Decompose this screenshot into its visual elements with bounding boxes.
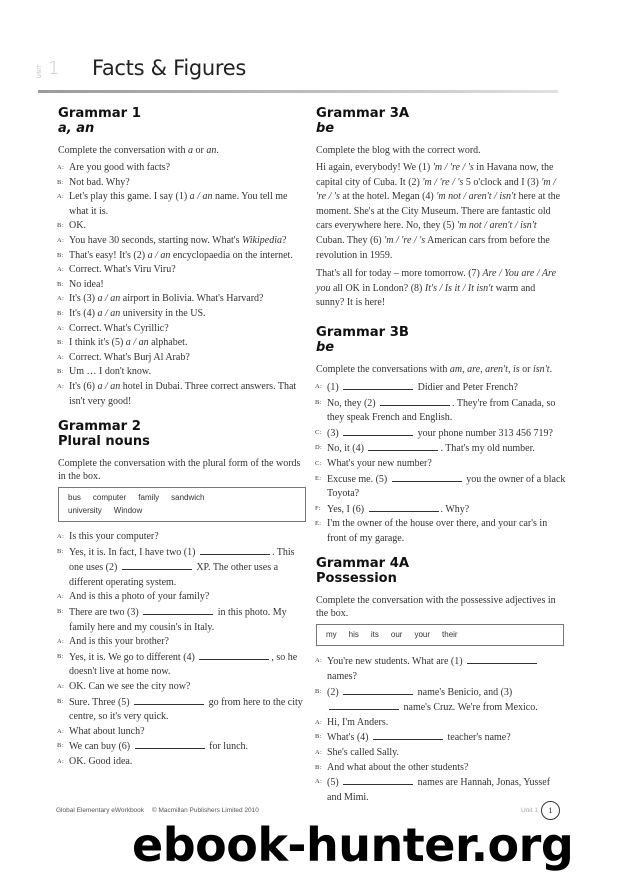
speaker-label: A: [57, 382, 65, 390]
speaker-label: B: [57, 697, 64, 705]
speaker-label: E: [315, 474, 322, 482]
choice-options: Are / You are / Are you [316, 268, 557, 294]
text: We can buy (6) [69, 741, 133, 753]
text: hotel in Dubai. Three correct answers. That isn't very good! [69, 380, 297, 407]
text: She's called Sally. [327, 747, 399, 759]
dialogue-line [58, 249, 308, 264]
section-title: Grammar 2 [58, 419, 141, 435]
speaker-label: E: [315, 520, 322, 528]
text: . They're from Canada, so they speak French and English. [327, 397, 556, 424]
speaker-label: A: [57, 758, 65, 765]
text: name. You tell me what it is. [69, 191, 288, 217]
text: name's Cruz. We're from Mexico. [401, 702, 538, 714]
speaker-label: B: [57, 251, 64, 259]
word-option: their [442, 630, 458, 640]
answer-blank[interactable] [380, 396, 450, 406]
dialogue-line [316, 716, 566, 731]
instruction-text: . [216, 145, 219, 156]
paragraph [316, 267, 566, 311]
speaker-label: A: [57, 266, 65, 274]
watermark: ebook-hunter.org [132, 818, 574, 872]
speaker-label: A: [315, 749, 323, 757]
blog-text [316, 161, 566, 311]
text: It's (3) [69, 293, 98, 305]
text: No, they (2) [327, 397, 379, 409]
text: , so he doesn't live at home now. [69, 651, 298, 678]
speaker-label: A: [57, 533, 65, 541]
speaker-label: A: [57, 638, 65, 646]
choice-options: a / an [97, 307, 121, 319]
choice-options: Wikipedia [242, 234, 282, 246]
text: Sure. Three (5) [69, 696, 133, 708]
text: What's your new number? [327, 457, 432, 469]
dialogue-line [58, 161, 308, 176]
choice-options: a / an [147, 249, 171, 261]
text: Let's play this game. I say (1) [69, 191, 190, 203]
text: Are you good with facts? [69, 162, 171, 173]
text: (2) [327, 686, 342, 698]
dialogue [58, 530, 308, 770]
choice-options: 'm not / aren't / isn't [457, 220, 537, 232]
word-option: computer [92, 493, 127, 503]
grammar-3b-section [316, 325, 566, 547]
answer-blank[interactable] [143, 605, 213, 615]
text: What's (4) [327, 732, 372, 744]
dialogue-line [58, 336, 308, 351]
page-header [38, 56, 558, 96]
instruction [58, 144, 308, 157]
text: warm and sunny? It is here! [316, 282, 536, 309]
section-subtitle: be [316, 339, 335, 355]
text: airport in Bolivia. What's Harvard? [120, 293, 264, 305]
speaker-label: B: [315, 733, 322, 741]
dialogue-line [316, 685, 566, 716]
choice-options: 'm not / aren't / isn't [436, 191, 516, 203]
text: Um … I don't know. [69, 366, 151, 378]
word-option: bus [68, 493, 81, 503]
word-option: family [138, 493, 160, 503]
answer-blank[interactable] [368, 441, 438, 451]
page-number: 1 [541, 801, 560, 820]
text: teacher's name? [445, 732, 511, 744]
dialogue-line [58, 176, 308, 191]
instruction-term: a [187, 145, 193, 156]
dialogue-line [316, 380, 566, 396]
speaker-label: B: [315, 763, 322, 771]
word-box [58, 487, 306, 522]
copyright: © Macmillan Publishers Limited 2010 [151, 807, 259, 814]
text: in this photo. My family here and my cousin's in Italy. [69, 607, 287, 633]
dialogue-line [58, 605, 308, 635]
section-title: Grammar 3A [316, 106, 410, 121]
unit-label: UNIT [36, 64, 43, 78]
speaker-label: B: [57, 178, 64, 186]
answer-blank[interactable] [135, 739, 205, 749]
speaker-label: B: [57, 368, 64, 376]
text: What about lunch? [69, 725, 145, 737]
speaker-label: A: [57, 324, 65, 332]
text: It's (6) [69, 380, 98, 392]
choice-options: 'm / 're / 's [432, 162, 474, 173]
text: That's easy! It's (2) [69, 249, 148, 261]
text: I'm the owner of the house over there, and your car's in front of my garage. [327, 518, 548, 544]
dialogue-line [58, 635, 308, 650]
text: Complete the conversations with [316, 363, 450, 375]
dialogue-line [316, 502, 566, 518]
speaker-label: A: [57, 164, 65, 171]
word-option: your [414, 630, 431, 640]
right-column [316, 106, 566, 805]
text: OK. Can we see the city now? [69, 681, 191, 693]
text: Yes, it is. We go to different (4) [69, 651, 198, 663]
speaker-label: B: [57, 309, 64, 317]
dialogue-line [316, 396, 566, 426]
dialogue-line [58, 695, 308, 725]
text: , [480, 363, 486, 375]
section-subtitle: Possession [316, 571, 397, 587]
section-title: Grammar 3B [316, 324, 409, 340]
text: at the hotel. Megan (4) [339, 191, 437, 203]
dialogue-line [58, 307, 308, 322]
choice-options: a / an [125, 337, 149, 349]
speaker-label: C: [315, 428, 322, 436]
speaker-label: B: [57, 222, 64, 230]
speaker-label: B: [57, 652, 64, 660]
speaker-label: B: [57, 608, 64, 616]
instruction: Complete the blog with the correct word. [316, 145, 481, 156]
text: There are two (3) [69, 607, 142, 619]
speaker-label: B: [57, 280, 64, 288]
speaker-label: A: [57, 236, 65, 244]
text: OK. [69, 220, 86, 232]
unit-number: 1 [48, 58, 60, 79]
choice-options: am [449, 363, 463, 375]
instruction [316, 363, 566, 376]
dialogue-line [316, 654, 566, 684]
speaker-label: A: [315, 657, 323, 665]
choice-options: a / an [189, 191, 213, 203]
speaker-label: D: [315, 444, 323, 452]
text: Didier and Peter French? [415, 381, 518, 393]
dialogue-line [316, 457, 566, 472]
text: Not bad. Why? [69, 176, 130, 188]
text: , [462, 363, 468, 375]
answer-blank[interactable] [343, 426, 413, 436]
dialogue-line [58, 263, 308, 278]
text: And what about the other students? [327, 761, 469, 773]
text: And is this your brother? [69, 636, 169, 648]
text: for lunch. [206, 741, 249, 753]
dialogue-line [316, 472, 566, 502]
word-option: our [390, 630, 403, 640]
answer-blank[interactable] [373, 730, 443, 740]
word-option: his [348, 630, 359, 640]
dialogue-line [58, 650, 308, 680]
text: American cars from before the revolution in 1959. [316, 234, 550, 261]
choice-options: 'm / 're / 's [316, 176, 556, 203]
text: That's all for today – more tomorrow. (7) [316, 268, 483, 280]
speaker-label: A: [315, 778, 323, 786]
answer-blank[interactable] [329, 700, 399, 710]
answer-blank[interactable] [200, 545, 270, 555]
text: And is this a photo of your family? [69, 591, 210, 603]
dialogue-line [316, 730, 566, 746]
text: 5 o'clock and I (3) [463, 176, 542, 188]
text: Yes, I (6) [327, 503, 367, 515]
speaker-label: C: [315, 459, 322, 467]
dialogue-line [58, 219, 308, 234]
word-option: sandwich [171, 493, 205, 503]
text: . This one uses (2) [69, 546, 295, 574]
section-title: Grammar 1 [58, 106, 141, 121]
instruction-text: or [192, 145, 207, 156]
text: . Why? [440, 503, 470, 515]
text: Correct. What's Viru Viru? [69, 264, 176, 276]
speaker-label: A: [57, 727, 65, 735]
section-subtitle: be [316, 121, 335, 136]
dialogue-line [58, 278, 308, 293]
dialogue-line [58, 190, 308, 219]
text: You have 30 seconds, starting now. What's [69, 234, 242, 246]
text: names are Hannah, Jonas, Yussef and Mimi. [327, 777, 551, 803]
text: Hi again, everybody! We (1) [316, 162, 433, 173]
dialogue-line [316, 761, 566, 776]
text: Yes, it is. In fact, I have two (1) [69, 546, 198, 558]
text: names? [327, 671, 357, 683]
text: go from here to the city centre, so it's very quick. [69, 696, 303, 723]
page-title: Facts & Figures [92, 56, 247, 80]
text: You're new students. What are (1) [327, 656, 466, 668]
speaker-label: B: [57, 742, 64, 750]
speaker-label: A: [57, 353, 65, 361]
speaker-label: B: [315, 687, 322, 695]
text: , [507, 363, 513, 375]
answer-blank[interactable] [343, 775, 413, 785]
text: all OK in London? (8) [330, 282, 425, 294]
text: OK. Good idea. [69, 756, 133, 767]
speaker-label: F: [315, 504, 322, 512]
dialogue-line [58, 530, 308, 545]
speaker-label: A: [315, 718, 323, 726]
grammar-1-section [58, 106, 308, 409]
dialogue-line [58, 365, 308, 380]
instruction: Complete the conversation with the possessive adjectives in the box. [316, 595, 556, 620]
dialogue-line [58, 725, 308, 740]
footer [56, 807, 265, 814]
left-column [58, 106, 308, 770]
unit-tag [36, 58, 60, 84]
speaker-label: A: [57, 295, 65, 303]
word-option: my [326, 630, 337, 640]
answer-blank[interactable] [369, 502, 439, 512]
choice-options: are [467, 363, 481, 375]
text: Hi, I'm Anders. [327, 716, 389, 728]
dialogue-line [58, 545, 308, 591]
choice-options: It's / Is it / It isn't [424, 282, 494, 294]
text: Correct. What's Burj Al Arab? [69, 351, 190, 363]
header-divider [38, 90, 558, 93]
text: name's Benicio, and (3) [415, 686, 513, 698]
text: Is this your computer? [69, 531, 159, 543]
answer-blank[interactable] [343, 380, 413, 390]
word-option: its [370, 630, 379, 640]
grammar-2-section [58, 419, 308, 770]
instruction-term: an [206, 145, 217, 156]
text: (1) [327, 381, 342, 393]
dialogue-line [316, 517, 566, 546]
section-subtitle: Plural nouns [58, 434, 150, 450]
text: Correct. What's Cyrillic? [69, 322, 169, 334]
answer-blank[interactable] [343, 685, 413, 695]
text: you the owner of a black Toyota? [327, 473, 566, 500]
text: ? [282, 234, 287, 246]
dialogue [316, 380, 566, 547]
speaker-label: B: [57, 547, 64, 555]
dialogue [58, 161, 308, 409]
choice-options: 'm / 're / 's [384, 234, 426, 246]
section-title: Grammar 4A [316, 556, 410, 572]
book-title: Global Elementary eWorkbook [56, 807, 145, 814]
speaker-label: B: [57, 339, 64, 347]
speaker-label: A: [57, 683, 65, 691]
text: (5) [327, 777, 342, 789]
dialogue [316, 654, 566, 805]
choice-options: isn't [532, 363, 550, 375]
choice-options: aren't [485, 363, 508, 375]
dialogue-line [58, 680, 308, 695]
word-box [316, 624, 564, 646]
dialogue-line [58, 755, 308, 770]
choice-options: a / an [97, 380, 121, 392]
speaker-label: A: [57, 593, 65, 601]
footer-unit: Unit 1 [521, 807, 538, 814]
section-subtitle: a, an [58, 121, 95, 136]
paragraph [316, 161, 566, 263]
dialogue-line [58, 351, 308, 366]
grammar-3a-section [316, 106, 566, 311]
text: XP. The other uses a different operating system. [69, 562, 279, 588]
text: No idea! [69, 278, 104, 290]
text: . [549, 363, 553, 375]
text: No, it (4) [327, 443, 367, 455]
dialogue-line [316, 746, 566, 761]
instruction: Complete the conversation with the plural form of the words in the box. [58, 458, 301, 483]
choice-options: is [512, 363, 520, 375]
dialogue-line [58, 322, 308, 337]
word-option: Window [113, 506, 143, 516]
dialogue-line [58, 234, 308, 249]
dialogue-line [58, 590, 308, 605]
dialogue-line [316, 426, 566, 442]
answer-blank[interactable] [392, 472, 462, 482]
text: Excuse me. (5) [327, 473, 390, 485]
text: in Havana now, the capital city of Cuba. It (2) [316, 162, 554, 188]
text: your phone number 313 456 719? [415, 427, 553, 439]
text: here at the moment. She's at the City Museum. There are fantastic old cars everywhere here. No, they (5) [316, 191, 561, 232]
answer-blank[interactable] [467, 654, 537, 664]
text: encyclopaedia on the internet. [170, 249, 293, 261]
speaker-label: A: [315, 382, 323, 390]
choice-options: a / an [97, 293, 121, 305]
instruction-text: Complete the conversation with [58, 145, 188, 156]
text: I think it's (5) [69, 337, 126, 349]
text: alphabet. [148, 337, 188, 349]
grammar-4a-section [316, 556, 566, 805]
text: university in the US. [120, 307, 206, 319]
speaker-label: A: [57, 193, 65, 201]
dialogue-line [316, 441, 566, 457]
dialogue-line [316, 775, 566, 805]
word-option: university [68, 506, 102, 516]
answer-blank[interactable] [134, 695, 204, 705]
text: (3) [327, 427, 342, 439]
dialogue-line [58, 380, 308, 409]
dialogue-line [58, 292, 308, 307]
text: Cuban. They (6) [316, 234, 385, 246]
choice-options: 'm / 're / 's [422, 176, 464, 188]
answer-blank[interactable] [122, 560, 192, 570]
text: or [519, 363, 533, 375]
text: It's (4) [69, 307, 98, 319]
answer-blank[interactable] [199, 650, 269, 660]
dialogue-line [58, 739, 308, 755]
text: . That's my old number. [440, 443, 535, 455]
speaker-label: B: [315, 398, 322, 406]
